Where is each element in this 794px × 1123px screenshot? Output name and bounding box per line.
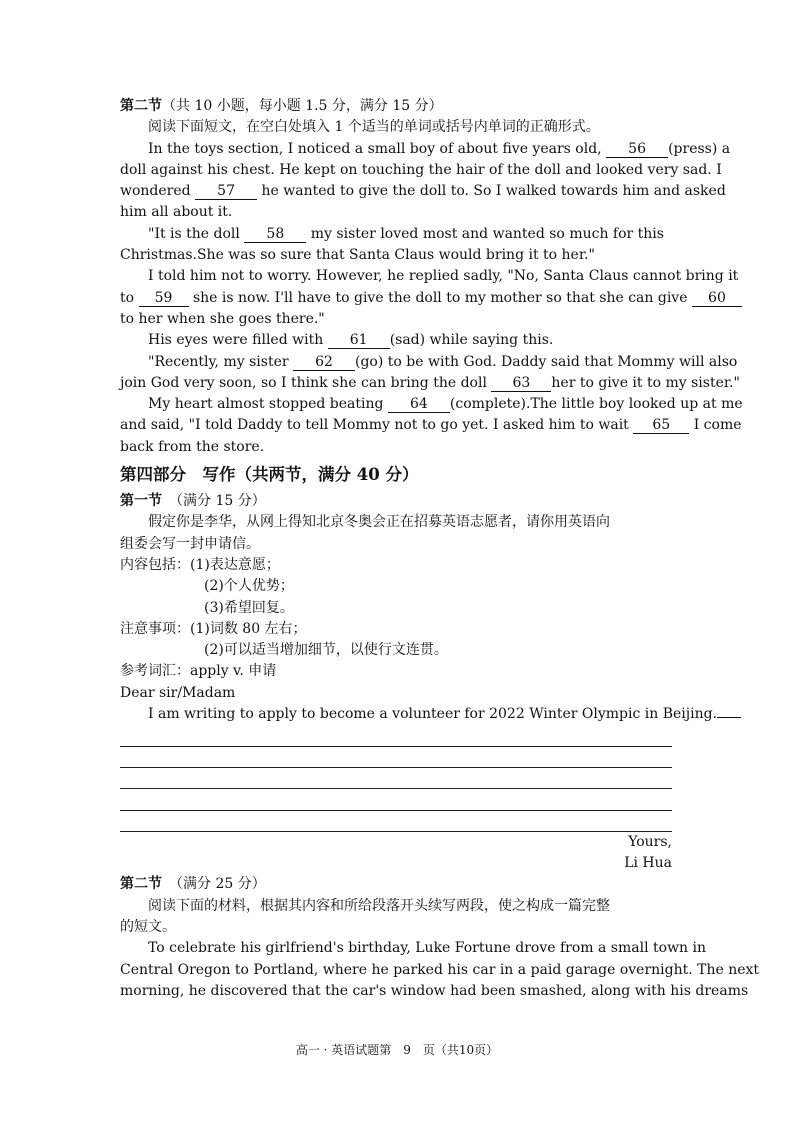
- blank-63[interactable]: 63: [491, 376, 551, 392]
- writing-1-heading: 第一节 （满分 15 分）: [120, 493, 266, 510]
- writing-2-task: 的短文。: [120, 918, 176, 935]
- blank-56[interactable]: 56: [606, 142, 668, 158]
- letter-signature: Li Hua: [624, 855, 672, 872]
- writing-1-task: 组委会写一封申请信。: [120, 535, 260, 552]
- passage-line: him all about it.: [120, 204, 233, 221]
- story-line: morning, he discovered that the car's window had been smashed, along with his dreams: [120, 982, 749, 999]
- notes-item: (2)可以适当增加细节，以使行文连贯。: [204, 642, 448, 659]
- letter-salutation: Dear sir/Madam: [120, 684, 236, 701]
- blank-65[interactable]: 65: [633, 418, 689, 434]
- page-footer: 高一 · 英语试题第 9 页（共10页）: [295, 1043, 499, 1057]
- passage-line: join God very soon, so I think she can bring the doll 63 her to give it to my sister.": [120, 374, 740, 391]
- passage-line: My heart almost stopped beating 64 (complete).The little boy looked up at me: [148, 396, 743, 413]
- passage-line: doll against his chest. He kept on touching the hair of the doll and looked very sad. I: [120, 161, 722, 178]
- passage-line: His eyes were filled with 61 (sad) while saying this.: [148, 332, 554, 349]
- blank-59[interactable]: 59: [139, 291, 189, 307]
- answer-line[interactable]: [120, 811, 672, 832]
- letter-opening: I am writing to apply to become a volunteer for 2022 Winter Olympic in Beijing.: [120, 704, 672, 725]
- answer-line[interactable]: [120, 768, 672, 789]
- blank-62[interactable]: 62: [293, 355, 355, 371]
- content-item: (3)希望回复。: [204, 599, 294, 616]
- answer-line[interactable]: [120, 725, 672, 746]
- passage-line: Christmas.She was so sure that Santa Claus would bring it to her.": [120, 247, 595, 264]
- content-item: 内容包括：(1)表达意愿；: [120, 556, 280, 573]
- content-item: (2)个人优势；: [204, 578, 294, 595]
- passage-line: In the toys section, I noticed a small boy of about five years old, 56 (press) a: [148, 140, 731, 157]
- writing-1-task: 假定你是李华，从网上得知北京冬奥会正在招募英语志愿者，请你用英语向: [148, 514, 610, 531]
- blank-58[interactable]: 58: [244, 227, 306, 243]
- answer-line[interactable]: [120, 747, 672, 768]
- passage-line: back from the store.: [120, 438, 265, 455]
- notes-item: 注意事项：(1)词数 80 左右；: [120, 620, 307, 637]
- part-4-heading: 第四部分 写作（共两节，满分 40 分）: [120, 465, 419, 485]
- answer-line[interactable]: [120, 789, 672, 810]
- blank-57[interactable]: 57: [195, 184, 257, 200]
- blank-61[interactable]: 61: [328, 333, 390, 349]
- passage-line: to 59 she is now. I'll have to give the doll to my mother so that she can give 60: [120, 288, 672, 309]
- passage-line: and said, "I told Daddy to tell Mommy not to go yet. I asked him to wait 65 I come: [120, 417, 742, 434]
- vocabulary-hint: 参考词汇：apply v. 申请: [120, 663, 277, 680]
- story-line: Central Oregon to Portland, where he parked his car in a paid garage overnight. The next: [120, 961, 760, 978]
- section-2-heading: 第二节（共 10 小题，每小题 1.5 分，满分 15 分）: [120, 98, 443, 114]
- exam-page: [120, 96, 760, 1002]
- section-2-instruction: 阅读下面短文，在空白处填入 1 个适当的单词或括号内单词的正确形式。: [148, 119, 600, 136]
- answer-line-tail[interactable]: [717, 717, 741, 718]
- writing-2-task: 阅读下面的材料，根据其内容和所给段落开头续写两段，使之构成一篇完整: [148, 897, 610, 914]
- writing-2-heading: 第二节 （满分 25 分）: [120, 876, 266, 893]
- story-line: To celebrate his girlfriend's birthday, Luke Fortune drove from a small town in: [148, 940, 707, 957]
- letter-closing: Yours,: [628, 833, 672, 850]
- passage-line: "Recently, my sister 62 (go) to be with God. Daddy said that Mommy will also: [148, 353, 738, 370]
- blank-64[interactable]: 64: [388, 397, 450, 413]
- passage-line: to her when she goes there.": [120, 310, 325, 327]
- blank-60[interactable]: 60: [692, 291, 742, 307]
- passage-line: I told him not to worry. However, he replied sadly, "No, Santa Claus cannot bring it: [148, 268, 739, 285]
- passage-line: wondered 57 he wanted to give the doll to. So I walked towards him and asked: [120, 183, 726, 200]
- passage-line: "It is the doll 58 my sister loved most and wanted so much for this: [148, 225, 664, 242]
